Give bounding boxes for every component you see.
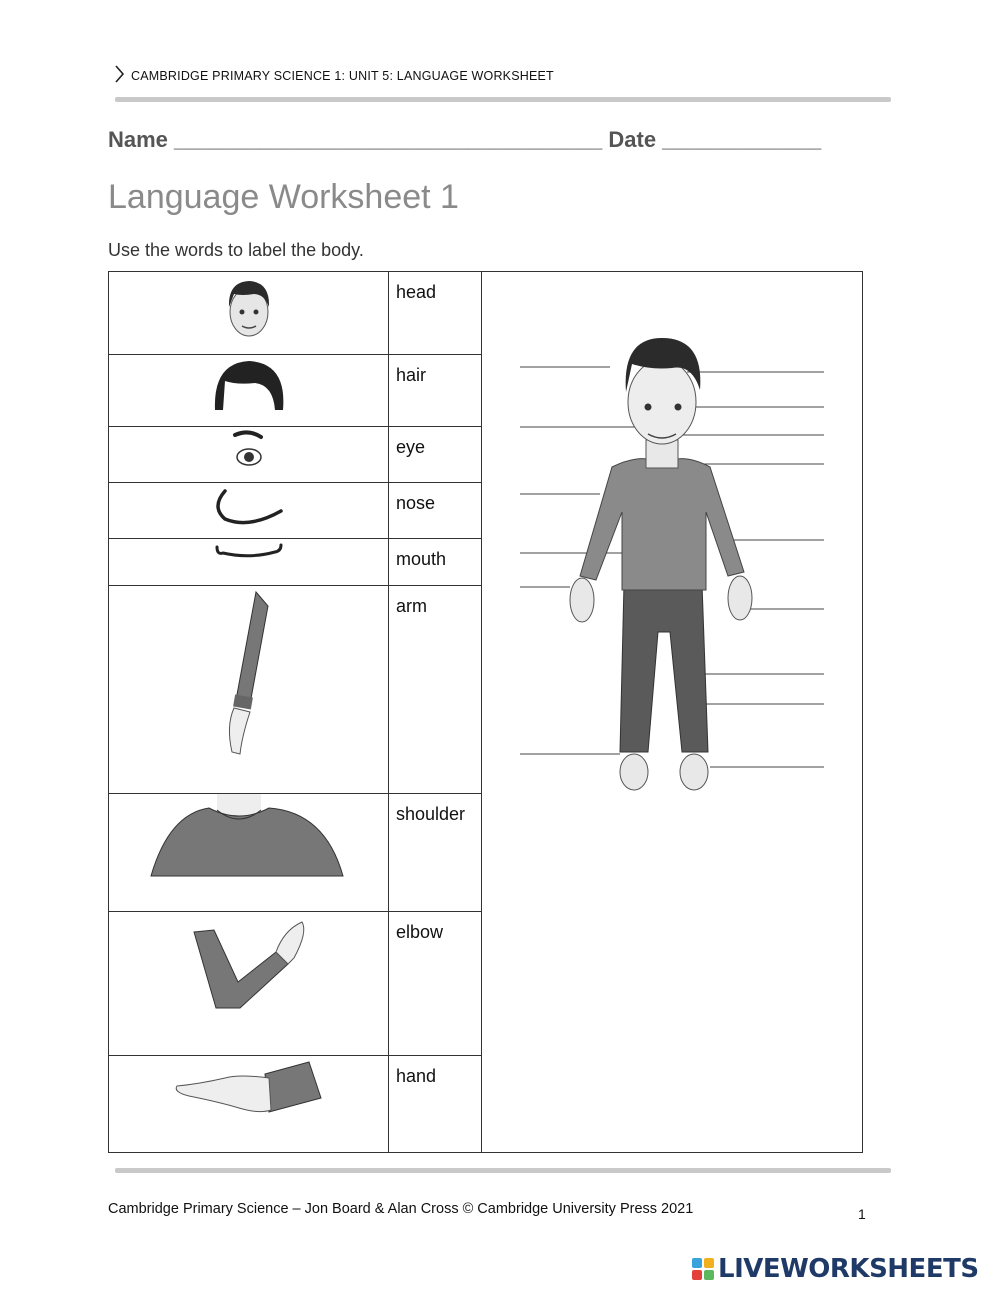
vocab-word: hair <box>396 365 427 385</box>
vocab-picture-cell <box>109 912 389 1056</box>
header-divider <box>115 97 891 102</box>
vocab-word-cell <box>389 586 482 794</box>
vocab-word-cell <box>389 794 482 912</box>
logo-blocks-icon <box>692 1258 714 1280</box>
vocab-word-cell <box>389 539 482 586</box>
instruction-text: Use the words to label the body. <box>108 240 364 260</box>
page-title: Language Worksheet 1 <box>108 178 459 216</box>
head-icon <box>214 272 284 342</box>
vocab-word: elbow <box>396 922 444 942</box>
vocab-picture-cell <box>109 794 389 912</box>
eye-icon <box>229 427 269 471</box>
vocab-word: hand <box>396 1066 437 1086</box>
name-date-line: Name ___________________________________ Date _____________ <box>108 127 822 152</box>
shoulder-icon <box>149 794 349 878</box>
vocab-word: nose <box>396 493 436 513</box>
vocab-word: mouth <box>396 549 447 569</box>
vocab-word: shoulder <box>396 804 466 824</box>
footer-credit: Cambridge Primary Science – Jon Board & Alan Cross © Cambridge University Press 2021 <box>108 1201 694 1217</box>
logo-text: LIVEWORKSHEETS <box>718 1254 979 1284</box>
vocab-picture-cell <box>109 355 389 427</box>
nose-icon <box>209 483 289 529</box>
liveworksheets-logo[interactable] <box>692 1254 979 1284</box>
hand-icon <box>169 1056 329 1126</box>
vocab-picture-cell <box>109 1056 389 1153</box>
vocab-picture-cell <box>109 483 389 539</box>
vocab-picture-cell <box>109 427 389 483</box>
vocab-picture-cell <box>109 272 389 355</box>
vocab-word-cell <box>389 483 482 539</box>
vocab-word-cell <box>389 1056 482 1153</box>
vocab-table <box>108 271 863 1153</box>
header-breadcrumb: CAMBRIDGE PRIMARY SCIENCE 1: UNIT 5: LANGUAGE WORKSHEET <box>131 69 554 83</box>
boy-figure <box>482 272 862 1152</box>
vocab-word-cell <box>389 427 482 483</box>
arm-icon <box>214 586 284 766</box>
vocab-picture-cell <box>109 586 389 794</box>
chevron-right-icon <box>112 64 128 84</box>
vocab-picture-cell <box>109 539 389 586</box>
vocab-word-cell <box>389 355 482 427</box>
vocab-word: eye <box>396 437 426 457</box>
table-row <box>109 272 863 355</box>
footer-divider <box>115 1168 891 1173</box>
page-number: 1 <box>858 1206 866 1222</box>
elbow-icon <box>184 912 314 1012</box>
vocab-word-cell <box>389 272 482 355</box>
hair-icon <box>209 355 289 415</box>
vocab-word-cell <box>389 912 482 1056</box>
vocab-word: arm <box>396 596 427 616</box>
mouth-icon <box>209 539 289 563</box>
vocab-word: head <box>396 282 437 302</box>
body-figure-cell <box>482 272 863 1153</box>
